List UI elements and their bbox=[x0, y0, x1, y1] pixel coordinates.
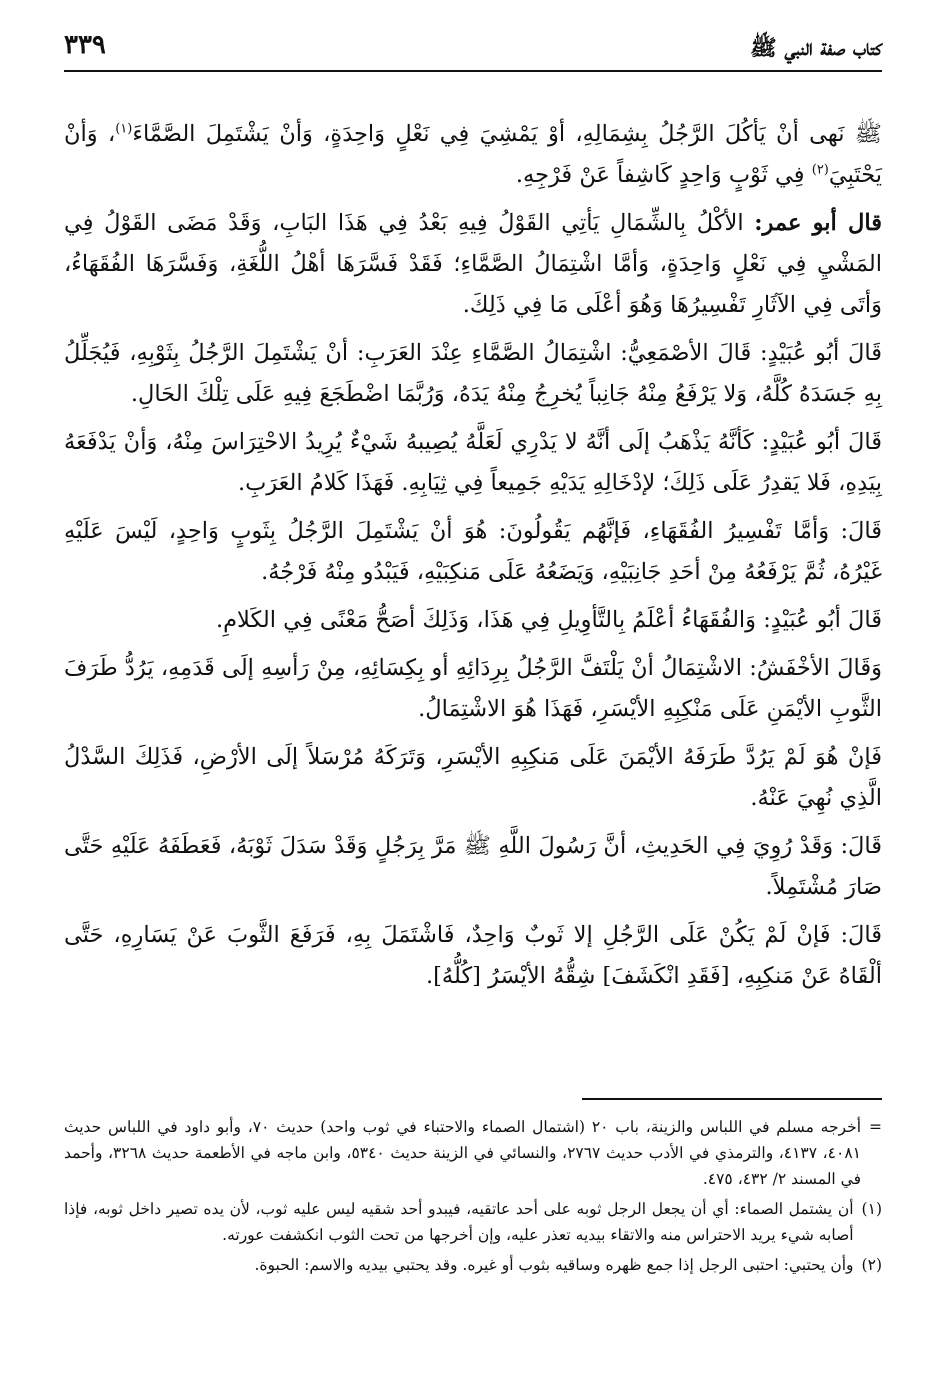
speaker-lead: قال أبو عمر: bbox=[754, 210, 883, 236]
footnote-marker: (٢) bbox=[861, 1256, 882, 1274]
paragraph-2 bbox=[64, 203, 882, 326]
paragraph-text: فَإنْ هُوَ لَمْ يَرُدَّ طَرَفَهُ الأيْمَنَ عَلَى مَنكِبِهِ الأيْسَرِ، وَتَرَكَهُ مُرْسَلاً إلَى الأرْضِ، فَذَلِكَ السَّدْلُ الَّذِي نُهِيَ عَنْهُ. bbox=[64, 744, 882, 811]
paragraph-text: قَالَ: وَأمَّا تَفْسِيرُ الفُقَهَاءِ، فَإنَّهُم يَقُولُونَ: هُوَ أنْ يَشْتَمِلَ الرَّجُلُ بِثَوبٍ وَاحِدٍ، لَيْسَ عَلَيْهِ غَيْرُهُ، ثُمَّ يَرْفَعُهُ مِنْ أحَدِ جَانِبَيْهِ، وَيَضَعُهُ عَلَى مَنكِبَيْهِ، فَيَبْدُو مِنْهُ فَرْجُهُ. bbox=[64, 518, 882, 585]
footnote-text: أخرجه مسلم في اللباس والزينة، باب ٢٠ (اشتمال الصماء والاحتباء في ثوب واحد) حديث ٧٠، وأبو داود في اللباس حديث ٤٠٨١، ٤١٣٧، والترمذي في الأدب حديث ٢٧٦٧، والنسائي في الزينة حديث ٥٣٤٠، وابن ماجه في الأطعمة حديث ٣٢٦٨، وأحمد في المسند ٢/ ٤٣٢، ٤٧٥. bbox=[64, 1118, 861, 1188]
paragraph-text: ﷺ نَهى أنْ يَأكُلَ الرَّجُلُ بِشِمَالِهِ، أوْ يَمْشِيَ فِي نَعْلٍ وَاحِدَةٍ، وَأنْ يَشْتَمِلَ الصَّمَّاءَ bbox=[132, 121, 882, 147]
paragraph-7 bbox=[64, 648, 882, 730]
paragraph-5 bbox=[64, 511, 882, 593]
footnote-text: وأن يحتبي: احتبى الرجل إذا جمع ظهره وساقيه بثوب أو غيره. وقد يحتبي بيديه والاسم: الحبوة. bbox=[254, 1256, 854, 1274]
footnotes bbox=[64, 1098, 882, 1282]
paragraph-text: الأكْلُ بِالشِّمَالِ يَأتِي القَوْلُ فِيهِ بَعْدُ فِي هَذَا البَابِ، وَقَدْ مَضَى القَوْلُ فِي المَشْيِ فِي نَعْلٍ وَاحِدَةٍ، وَأمَّا اشْتِمَالُ الصَّمَّاءِ؛ فَقَدْ فَسَّرَهَا أهْلُ اللُّغَةِ، وَفَسَّرَهَا الفُقَهَاءُ، وَأتَى فِي الآثَارِ تَفْسِيرُهَا وَهُوَ أعْلَى مَا فِي ذَلِكَ. bbox=[64, 210, 882, 318]
main-text bbox=[64, 114, 882, 997]
footnote-ref-2[interactable]: (٢) bbox=[811, 162, 829, 178]
paragraph-text: قَالَ أبُو عُبَيْدٍ: كَأنَّهُ يَذْهَبُ إلَى أنَّهُ لا يَدْرِي لَعَلَّهُ يُصِيبهُ شَيْءٌ يُرِيدُ الاحْتِرَاسَ مِنْهُ، وَأنْ يَدْفَعَهُ بِيَدِهِ، فَلا يَقدِرُ عَلَى ذَلِكَ؛ لإدْخَالِهِ يَدَيْهِ جَمِيعاً فِي ثِيَابِهِ. فَهَذَا كَلامُ العَرَبِ. bbox=[64, 429, 882, 496]
page bbox=[64, 30, 882, 1004]
paragraph-10 bbox=[64, 915, 882, 997]
paragraph-6 bbox=[64, 600, 882, 641]
paragraph-text: وَقَالَ الأخْفَشُ: الاشْتِمَالُ أنْ يَلْتَفَّ الرَّجُلُ بِرِدَائِهِ أو بِكِسَائِهِ، مِنْ رَأسِهِ إلَى قَدَمِهِ، يَرُدُّ طَرَفَ الثَّوبِ الأيْمَنِ عَلَى مَنْكِبِهِ الأيْسَرِ، فَهَذَا هُوَ الاشْتِمَالُ. bbox=[64, 655, 882, 722]
footnote-marker: (١) bbox=[861, 1200, 882, 1218]
page-number: ٣٣٩ bbox=[64, 30, 114, 60]
footnote-marker: = bbox=[869, 1118, 882, 1136]
paragraph-4 bbox=[64, 422, 882, 504]
paragraph-1 bbox=[64, 114, 882, 196]
paragraph-text: قَالَ: فَإنْ لَمْ يَكُنْ عَلَى الرَّجُلِ إلا ثَوبٌ وَاحِدٌ، فَاشْتَمَلَ بِهِ، فَرَفَعَ الثَّوبَ عَنْ يَسَارِهِ، حَتَّى ألْقَاهُ عَنْ مَنكِبِهِ، [فَقَدِ انْكَشَفَ] شِقُّهُ الأيْسَرُ [كُلُّهُ]. bbox=[64, 922, 882, 989]
paragraph-8 bbox=[64, 737, 882, 819]
footnote-separator bbox=[582, 1098, 882, 1100]
paragraph-text: قَالَ أبُو عُبَيْدٍ: قَالَ الأصْمَعِيُّ: اشْتِمَالُ الصَّمَّاءِ عِنْدَ العَرَبِ: أنْ يَشْتَمِلَ الرَّجُلُ بِثَوْبِهِ، فَيُجَلِّلُ بِهِ جَسَدَهُ كُلَّهُ، وَلا يَرْفَعُ مِنْهُ جَانِباً يُخرِجُ مِنْهُ يَدَهُ، وَرُبَّمَا اضْطَجَعَ فِيهِ عَلَى تِلْكَ الحَالِ. bbox=[64, 340, 882, 407]
paragraph-3 bbox=[64, 333, 882, 415]
footnote-1 bbox=[64, 1196, 882, 1248]
footnote-2 bbox=[64, 1252, 882, 1278]
paragraph-text: ، وَأنْ يَحْتَبِيَ bbox=[64, 121, 882, 188]
footnote-text: أن يشتمل الصماء: أي أن يجعل الرجل ثوبه على أحد عاتقيه، فيبدو أحد شقيه ليس عليه ثوب، لأن يده تصير داخل ثوبه، فإذا أصابه شيء يريد الاحتراس منه والاتقاء بيديه تعذر عليه، وإن أخرجها من تحت الثوب انكشفت عورته. bbox=[64, 1200, 854, 1244]
running-header bbox=[64, 30, 882, 72]
paragraph-text: قَالَ أبُو عُبَيْدٍ: وَالفُقَهَاءُ أعْلَمُ بِالتَّأوِيلِ فِي هَذَا، وَذَلِكَ أصَحُّ مَعْنًى فِي الكَلامِ. bbox=[215, 607, 882, 633]
book-title: كتاب صفة النبي ﷺ bbox=[742, 34, 882, 66]
paragraph-text: فِي ثَوْبٍ وَاحِدٍ كَاشِفاً عَنْ فَرْجِهِ. bbox=[515, 162, 812, 188]
footnote-ref-1[interactable]: (١) bbox=[115, 121, 133, 137]
paragraph-9 bbox=[64, 826, 882, 908]
footnote-continuation bbox=[64, 1114, 882, 1192]
paragraph-text: قَالَ: وَقَدْ رُوِيَ فِي الحَدِيثِ، أنَّ رَسُولَ اللَّهِ ﷺ مَرَّ بِرَجُلٍ وَقَدْ سَدَلَ ثَوْبَهُ، فَعَطَفَهُ عَلَيْهِ حَتَّى صَارَ مُشْتَمِلاً. bbox=[64, 833, 882, 900]
